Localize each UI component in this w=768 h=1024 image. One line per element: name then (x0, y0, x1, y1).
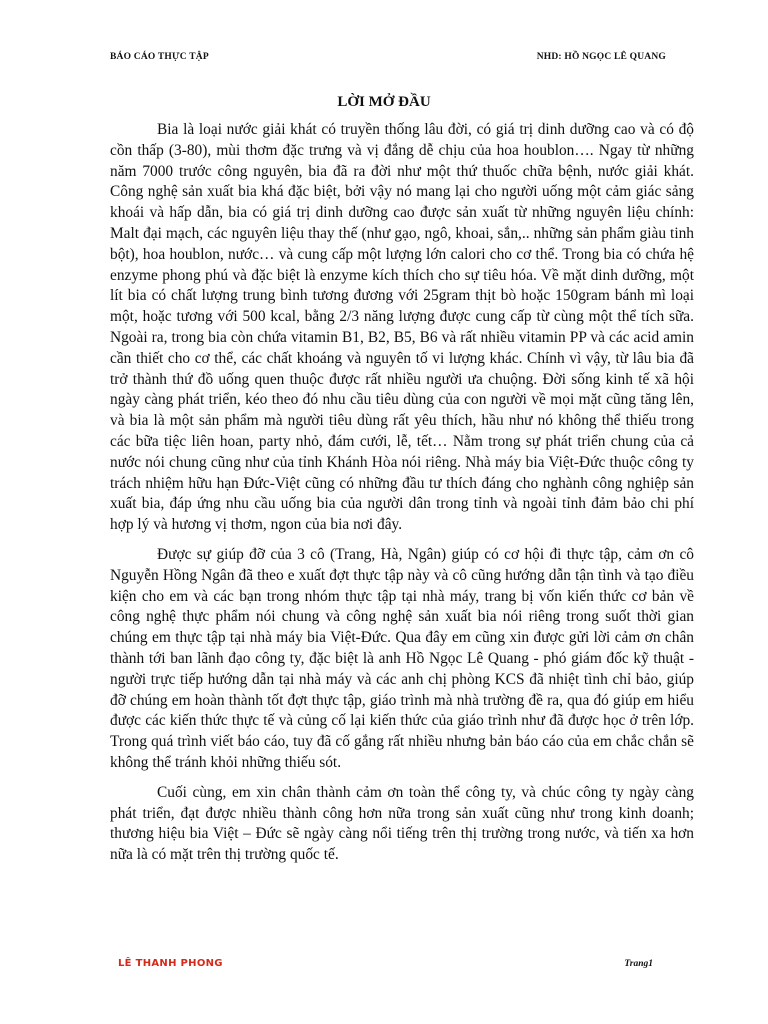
paragraph-closing: Cuối cùng, em xin chân thành cảm ơn toàn thể công ty, và chúc công ty ngày càng phát triển, đạt được nhiều thành công hơn nữa trong sản xuất cũng như trong kinh doanh; thương hiệu bia Việt – Đức sẽ ngày càng nổi tiếng trên thị trường trong nước, và tiến xa hơn nữa là có mặt trên thị trường quốc tế. (110, 783, 694, 864)
header-report-title: BÁO CÁO THỰC TẬP (110, 52, 209, 62)
paragraph-intro: Bia là loại nước giải khát có truyền thống lâu đời, có giá trị dinh dưỡng cao và có độ cồn thấp (3-80), mùi thơm đặc trưng và vị đắng dễ chịu của hoa houblon…. Ngay từ những năm 7000 trước công nguyên, bia đã ra đời như một thứ thuốc chữa bệnh, nước giải khát. Công nghệ sản xuất bia khá đặc biệt, bởi vậy nó mang lại cho người uống một cảm giác sảng khoái và hấp dẫn, bia có giá trị dinh dưỡng cao được sản xuất từ những nguyên liệu chính: Malt đại mạch, các nguyên liệu thay thế (như gạo, ngô, khoai, sắn,.. những sản phẩm giàu tinh bột), hoa houblon, nước… và cung cấp một lượng lớn calori cho cơ thể. Trong bia có chứa hệ enzyme phong phú và đặc biệt là enzyme kích thích cho sự tiêu hóa. Về mặt dinh dưỡng, một lít bia có chất lượng trung bình tương đương với 25gram thịt bò hoặc 150gram bánh mì loại một, hoặc tương với 500 kcal, bằng 2/3 năng lượng được cung cấp từ cùng một thể tích sữa. Ngoài ra, trong bia còn chứa vitamin B1, B2, B5, B6 và rất nhiều vitamin PP và các acid amin cần thiết cho cơ thể, các chất khoáng và nguyên tố vi lượng khác. Chính vì vậy, từ lâu bia đã trở thành thứ đồ uống quen thuộc được rất nhiều người ưa chuộng. Đời sống kinh tế xã hội ngày càng phát triển, kéo theo đó nhu cầu tiêu dùng của con người về mọi mặt cũng tăng lên, và bia là một sản phẩm mà người tiêu dùng rất yêu thích, hầu như nó không thể thiếu trong các bữa tiệc liên hoan, party nhỏ, đám cưới, lễ, tết… Nằm trong sự phát triển chung của cả nước nói chung cũng như của tỉnh Khánh Hòa nói riêng. Nhà máy bia Việt-Đức thuộc công ty trách nhiệm hữu hạn Đức-Việt cũng có những đầu tư thích đáng cho nghành công nghiệp sản xuất bia, đáp ứng nhu cầu uống bia của người dân trong tỉnh và ngoài tỉnh đảm bảo chi phí hợp lý và hương vị thơm, ngon của bia nơi đây. (110, 121, 694, 534)
section-title: LỜI MỞ ĐẦU (337, 94, 431, 110)
page-footer (118, 958, 653, 972)
header-supervisor: NHD: HỒ NGỌC LÊ QUANG (536, 52, 666, 62)
footer-page-number: Trang1 (624, 959, 653, 969)
footer-author: LÊ THANH PHONG (118, 958, 223, 969)
paragraph-thanks: Được sự giúp đỡ của 3 cô (Trang, Hà, Ngân) giúp có cơ hội đi thực tập, cảm ơn cô Nguyễn Hồng Ngân đã theo e xuất đợt thực tập này và cô cũng hướng dẫn tận tình và tạo điều kiện cho em và các bạn trong nhóm thực tập tại nhà máy, trang bị vốn kiến thức cơ bản về công nghệ thực phẩm nói chung và công nghệ sản xuất bia nói riêng trong suốt thời gian chúng em thực tập tại nhà máy bia Việt-Đức. Qua đây em cũng xin được gửi lời cảm ơn chân thành tới ban lãnh đạo công ty, đặc biệt là anh Hồ Ngọc Lê Quang - phó giám đốc kỹ thuật - người trực tiếp hướng dẫn tại nhà máy và các anh chị phòng KCS đã nhiệt tình chỉ bảo, giúp đỡ chúng em hoàn thành tốt đợt thực tập, giáo trình mà nhà trường đề ra, qua đó giúp em hiểu được các kiến thức thực tế và củng cố lại kiến thức của giáo trình như đã được học ở trên lớp. Trong quá trình viết báo cáo, tuy đã cố gắng rất nhiều nhưng bản báo cáo của em chắc chắn sẽ không thể tránh khỏi những thiếu sót. (110, 545, 694, 771)
document-body (110, 120, 694, 875)
page-header (110, 52, 666, 66)
